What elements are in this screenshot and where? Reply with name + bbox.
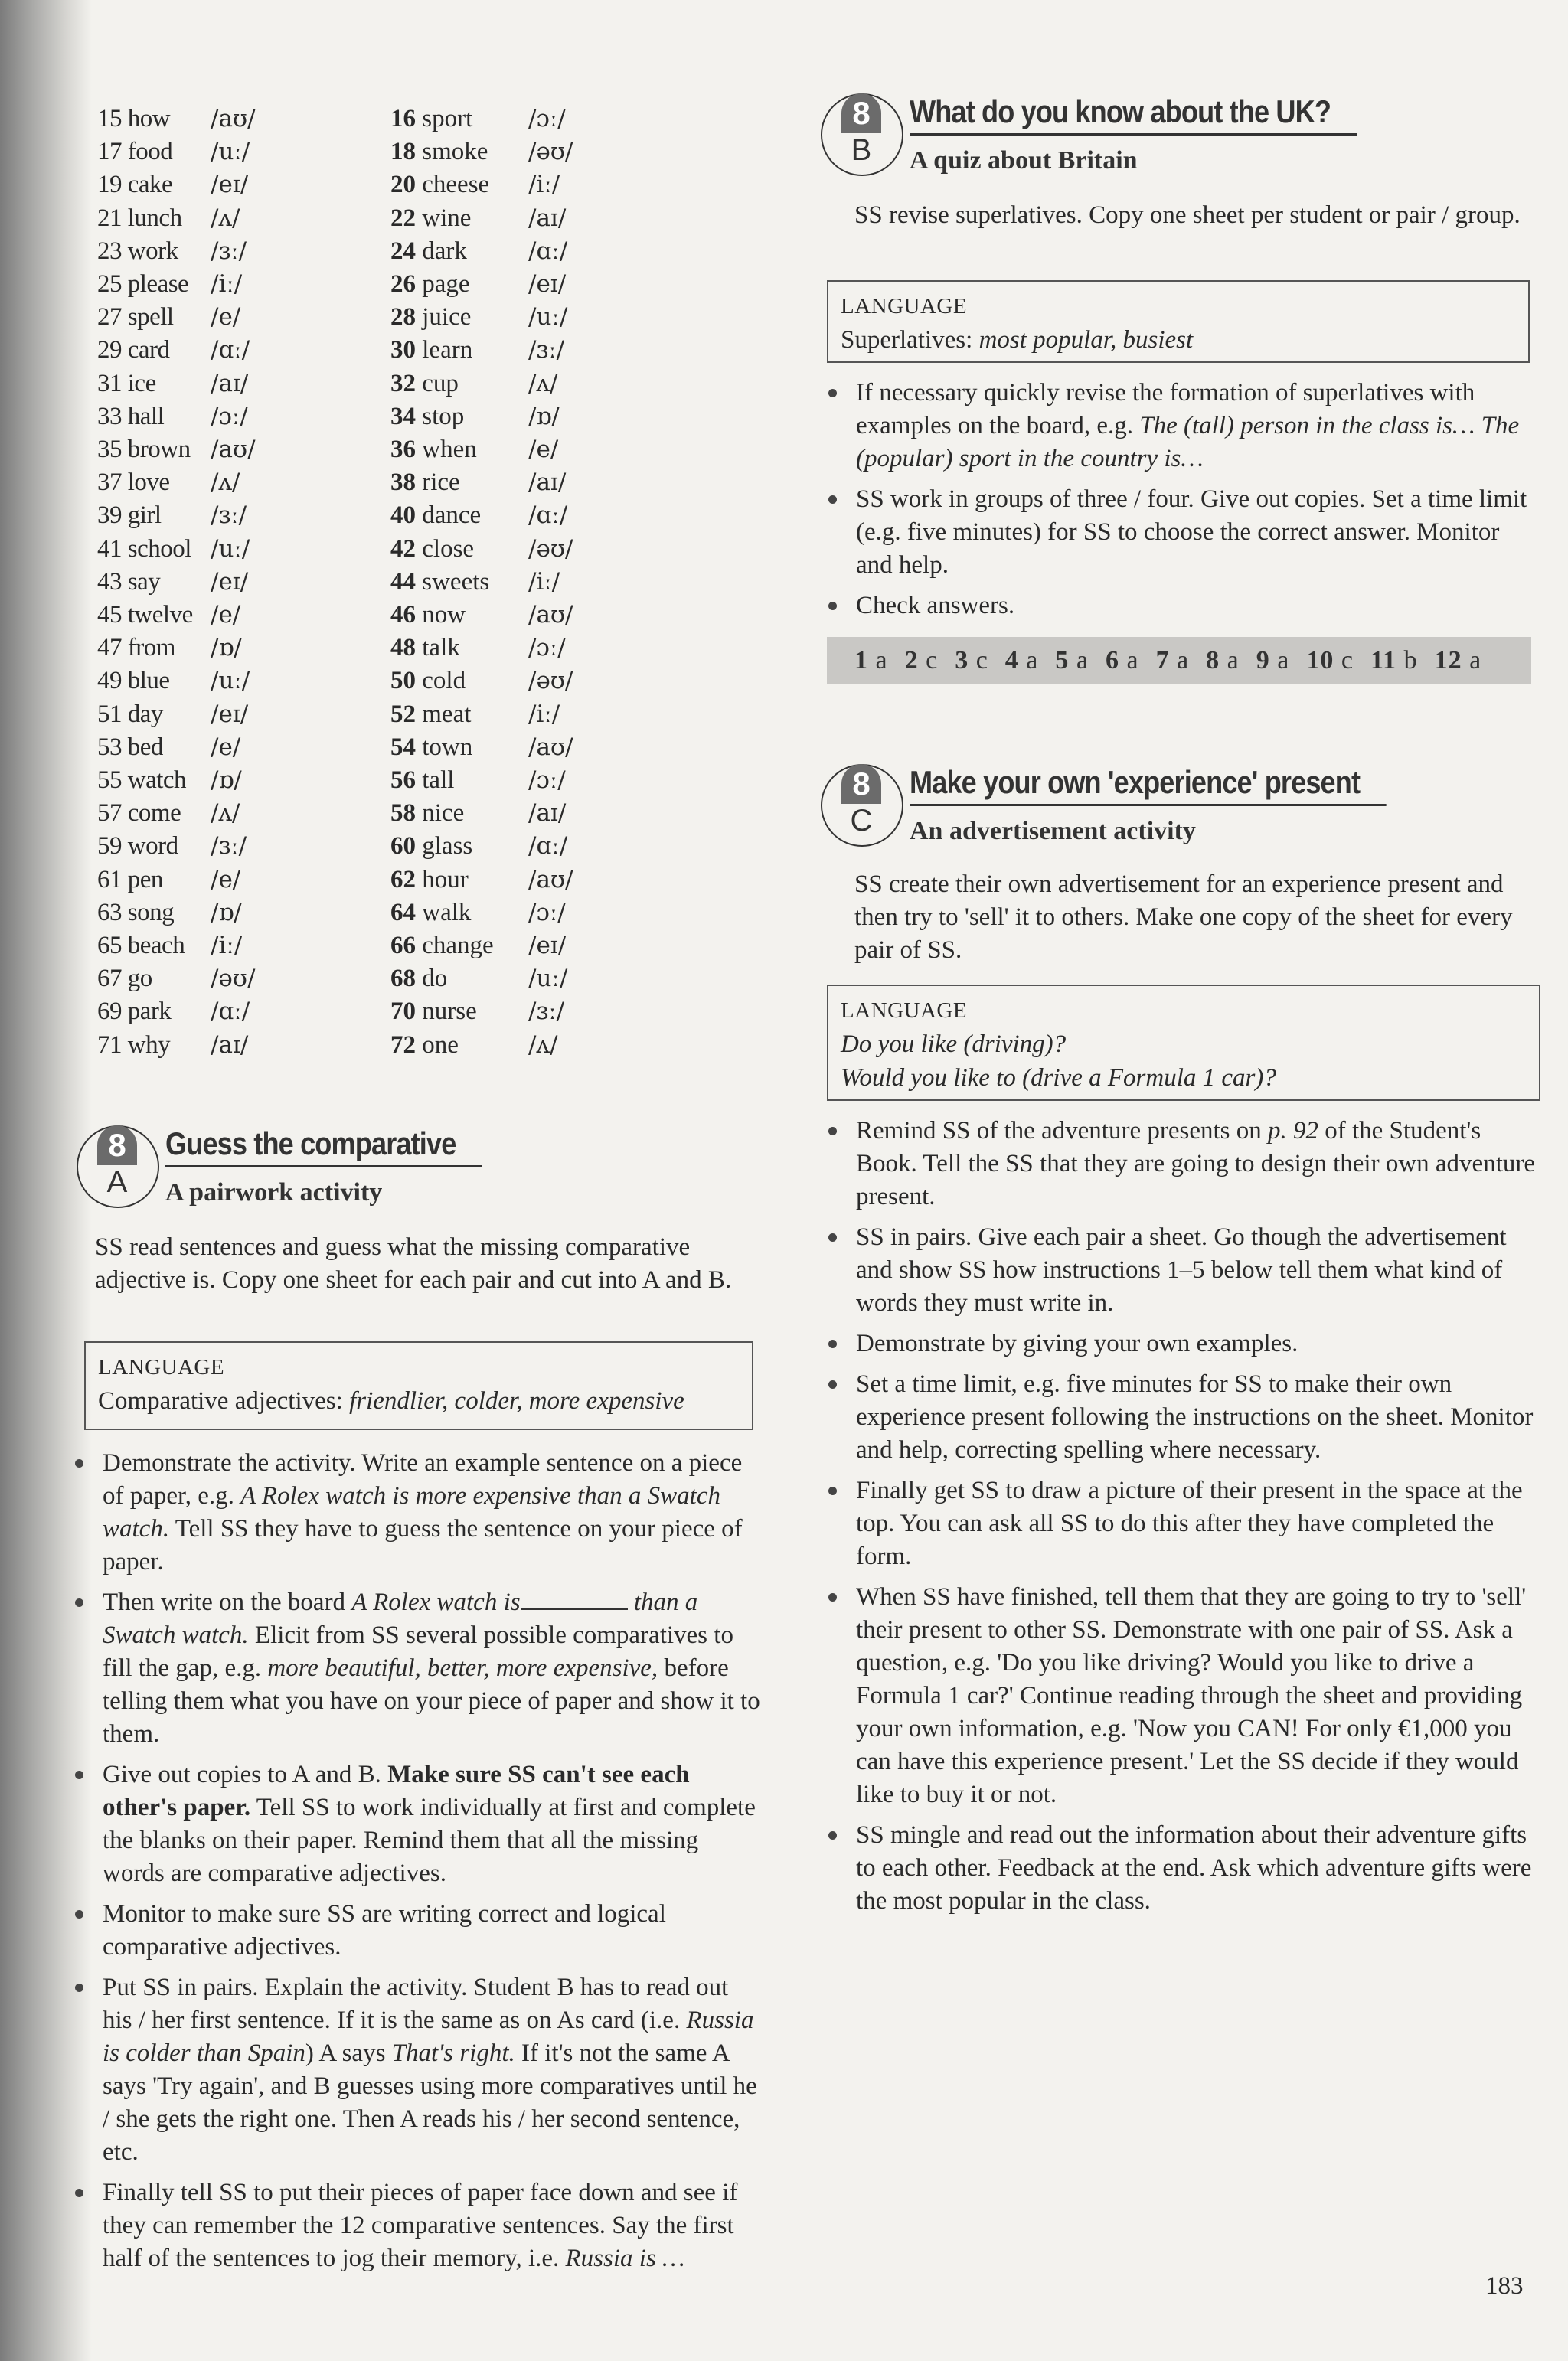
list-item: SS work in groups of three / four. Give out copies. Set a time limit (e.g. five minutes) for SS to choose the correct answer. Monitor and help.	[827, 483, 1539, 582]
word-list-row	[390, 632, 573, 665]
word: 69 park	[97, 998, 172, 1026]
answer-item: 3 c	[955, 646, 988, 674]
word: 65 beach	[97, 932, 185, 960]
word-list-row	[390, 499, 573, 532]
word-list-row	[97, 1029, 256, 1062]
word-list-row	[390, 1029, 573, 1062]
phonetic-symbol: /ɜː/	[211, 832, 247, 860]
word-list-row	[97, 433, 256, 466]
language-label: LANGUAGE	[98, 1355, 225, 1380]
answer-item: 4 a	[1004, 646, 1039, 674]
word: 72 one	[390, 1030, 459, 1059]
page-number: 183	[1485, 2272, 1524, 2300]
word: 70 nurse	[390, 998, 477, 1026]
word-list-row	[390, 367, 573, 400]
phonetic-symbol: /ɒ/	[211, 766, 242, 795]
word-list-row	[97, 268, 256, 301]
word-list-row	[390, 764, 573, 797]
phonetic-symbol: /iː/	[211, 932, 243, 960]
phonetic-symbol: /əʊ/	[528, 138, 573, 166]
phonetic-symbol: /ʌ/	[211, 799, 240, 828]
word-list-row	[390, 698, 573, 731]
word: 18 smoke	[390, 138, 488, 166]
phonetic-symbol: /uː/	[528, 303, 568, 331]
word-list-row	[390, 864, 573, 896]
section-title: What do you know about the UK?	[910, 93, 1357, 136]
word-list-row	[97, 566, 256, 599]
section-letter: A	[106, 1165, 128, 1199]
word-list-row	[97, 731, 256, 764]
word: 33 hall	[97, 402, 165, 430]
language-examples: friendlier, colder, more expensive	[349, 1387, 684, 1415]
word: 47 from	[97, 634, 175, 662]
word-list-row	[97, 103, 256, 136]
word-list-row	[97, 367, 256, 400]
phonetic-symbol: /aɪ/	[528, 799, 567, 828]
phonetic-symbol: /e/	[211, 733, 241, 761]
word: 26 page	[390, 270, 470, 299]
section-8b-bullets	[827, 377, 1539, 630]
section-8c-header	[821, 764, 1464, 846]
phonetic-symbol: /eɪ/	[211, 567, 249, 596]
phonetic-symbol: /e/	[211, 601, 241, 629]
word: 45 twelve	[97, 601, 193, 629]
answer-item: 11 b	[1370, 646, 1418, 674]
phonetic-symbol: /ɑː/	[528, 832, 568, 860]
word: 71 why	[97, 1030, 171, 1059]
word: 42 close	[390, 534, 475, 563]
word: 53 bed	[97, 733, 163, 761]
word: 17 food	[97, 138, 173, 166]
word-list-row	[390, 731, 573, 764]
word: 44 sweets	[390, 567, 490, 596]
word: 63 song	[97, 898, 175, 926]
phonetic-symbol: /iː/	[528, 700, 560, 728]
word-list-row	[390, 896, 573, 929]
section-number: 8	[97, 1125, 137, 1165]
word-list-row	[97, 400, 256, 433]
language-line-2: Would you like to (drive a Formula 1 car)?	[841, 1064, 1276, 1092]
section-number: 8	[841, 93, 881, 133]
phonetic-symbol: /eɪ/	[528, 932, 567, 960]
word: 23 work	[97, 237, 178, 265]
word-list-row	[390, 136, 573, 168]
section-8a-header	[77, 1125, 534, 1207]
phonetic-symbol: /iː/	[528, 171, 560, 199]
word-list-row	[97, 632, 256, 665]
word-list-row	[390, 168, 573, 201]
word-list-left	[97, 103, 256, 1062]
phonetic-symbol: /ɔː/	[528, 898, 566, 926]
language-line-1: Do you like (driving)?	[841, 1030, 1067, 1058]
section-8a-bullets	[74, 1447, 763, 2283]
list-item: Monitor to make sure SS are writing correct and logical comparative adjectives.	[74, 1898, 763, 1964]
phonetic-symbol: /ɑː/	[528, 237, 568, 265]
word: 37 love	[97, 469, 170, 497]
answer-item: 12 a	[1434, 646, 1482, 674]
word-list-row	[97, 499, 256, 532]
word: 61 pen	[97, 865, 163, 893]
word: 27 spell	[97, 303, 174, 331]
list-item: Remind SS of the adventure presents on p. 92 of the Student's Book. Tell the SS that they are going to design their own adventure present.	[827, 1115, 1539, 1213]
phonetic-symbol: /aɪ/	[211, 1030, 249, 1059]
section-8b-language-box	[827, 280, 1530, 363]
word: 28 juice	[390, 303, 472, 331]
word: 52 meat	[390, 700, 472, 728]
phonetic-symbol: /ɔː/	[528, 634, 566, 662]
word: 20 cheese	[390, 171, 490, 199]
phonetic-symbol: /uː/	[211, 138, 250, 166]
phonetic-symbol: /aʊ/	[211, 105, 256, 132]
list-item: Check answers.	[827, 589, 1539, 622]
phonetic-symbol: /ɒ/	[211, 898, 242, 926]
word: 29 card	[97, 336, 170, 364]
list-item: SS mingle and read out the information about their adventure gifts to each other. Feedback at the end. Ask which adventure gifts were the most popular in the class.	[827, 1819, 1539, 1918]
phonetic-symbol: /ʌ/	[528, 1030, 558, 1059]
list-item: Demonstrate the activity. Write an example sentence on a piece of paper, e.g. A Rolex watch is more expensive than a Swatch watch. Tell SS they have to guess the sentence on your piece of paper.	[74, 1447, 763, 1579]
word: 56 tall	[390, 766, 455, 795]
word: 57 come	[97, 799, 181, 828]
word: 55 watch	[97, 766, 187, 795]
phonetic-symbol: /eɪ/	[211, 171, 249, 199]
answer-item: 6 a	[1105, 646, 1139, 674]
phonetic-symbol: /ɑː/	[528, 501, 568, 530]
word: 43 say	[97, 567, 161, 596]
word-list-row	[390, 830, 573, 863]
phonetic-symbol: /eɪ/	[528, 270, 567, 299]
section-letter: C	[850, 804, 873, 838]
word-list-row	[390, 665, 573, 697]
list-item: Give out copies to A and B. Make sure SS can't see each other's paper. Tell SS to work individually at first and complete the blanks on their paper. Remind them that all the missing words are comparative adjectives.	[74, 1759, 763, 1890]
phonetic-symbol: /uː/	[211, 667, 250, 695]
list-item: Finally tell SS to put their pieces of paper face down and see if they can remember the 12 comparative sentences. Say the first half of the sentences to jog their memory, i.e. Russia is …	[74, 2176, 763, 2275]
word: 48 talk	[390, 634, 460, 662]
section-subtitle: A quiz about Britain	[910, 146, 1138, 175]
section-8b-intro: SS revise superlatives. Copy one sheet per student or pair / group.	[854, 201, 1521, 229]
word: 62 hour	[390, 865, 469, 893]
word: 32 cup	[390, 369, 459, 397]
word: 21 lunch	[97, 204, 182, 232]
list-item: When SS have finished, tell them that they are going to try to 'sell' their present to other SS. Demonstrate with one pair of SS. Ask a question, e.g. 'Do you like driving? Would you like to drive a Formula 1 car?' Continue reading through the sheet and providing your own information, e.g. 'Now you CAN! For only €1,000 you can have this experience present.' Let the SS decide if they would like to buy it or not.	[827, 1581, 1539, 1811]
list-item: Finally get SS to draw a picture of their present in the space at the top. You can ask all SS to do this after they have completed the form.	[827, 1474, 1539, 1573]
phonetic-symbol: /e/	[528, 436, 559, 464]
phonetic-symbol: /aʊ/	[528, 601, 573, 629]
word: 49 blue	[97, 667, 170, 695]
word-list-middle	[390, 103, 573, 1062]
word-list-row	[97, 301, 256, 334]
phonetic-symbol: /əʊ/	[528, 667, 573, 695]
word-list-row	[390, 400, 573, 433]
language-label: LANGUAGE	[841, 998, 968, 1023]
phonetic-symbol: /ɜː/	[528, 336, 565, 364]
list-item: SS in pairs. Give each pair a sheet. Go though the advertisement and show SS how instructions 1–5 below tell them what kind of words they must write in.	[827, 1221, 1539, 1320]
word: 54 town	[390, 733, 473, 761]
word-list-row	[97, 466, 256, 499]
section-subtitle: A pairwork activity	[165, 1178, 383, 1207]
phonetic-symbol: /aʊ/	[528, 733, 573, 761]
word: 46 now	[390, 601, 466, 629]
phonetic-symbol: /uː/	[528, 965, 568, 993]
answer-item: 1 a	[854, 646, 888, 674]
section-badge	[77, 1125, 158, 1207]
word-list-row	[97, 665, 256, 697]
section-subtitle: An advertisement activity	[910, 817, 1196, 845]
word: 66 change	[390, 932, 494, 960]
word-list-row	[390, 103, 573, 136]
word-list-row	[97, 136, 256, 168]
word-list-row	[390, 533, 573, 566]
phonetic-symbol: /ʌ/	[211, 469, 240, 497]
word-list-row	[97, 698, 256, 731]
phonetic-symbol: /iː/	[528, 567, 560, 596]
word: 40 dance	[390, 501, 482, 530]
answer-item: 2 c	[904, 646, 939, 674]
word: 34 stop	[390, 402, 465, 430]
gap-blank	[521, 1589, 628, 1610]
word-list-row	[97, 896, 256, 929]
word: 60 glass	[390, 832, 473, 860]
word: 51 day	[97, 700, 163, 728]
word: 19 cake	[97, 171, 173, 199]
word-list-row	[97, 929, 256, 962]
word-list-row	[97, 334, 256, 367]
word: 22 wine	[390, 204, 472, 232]
phonetic-symbol: /eɪ/	[211, 700, 249, 728]
word-list-row	[390, 962, 573, 995]
word-list-row	[97, 202, 256, 235]
section-8c-language-box	[827, 985, 1540, 1101]
word-list-row	[97, 599, 256, 632]
phonetic-symbol: /ɑː/	[211, 998, 250, 1026]
phonetic-symbol: /aʊ/	[211, 436, 256, 464]
phonetic-symbol: /aɪ/	[211, 369, 249, 397]
word-list-row	[390, 433, 573, 466]
answer-item: 5 a	[1055, 646, 1089, 674]
answer-key-strip	[827, 637, 1531, 684]
word-list-row	[390, 334, 573, 367]
phonetic-symbol: /ʌ/	[528, 369, 558, 397]
section-8b-header	[821, 93, 1430, 175]
list-item: Then write on the board A Rolex watch is than a Swatch watch. Elicit from SS several possible comparatives to fill the gap, e.g. more beautiful, better, more expensive, before telling them what you have on your piece of paper and show it to them.	[74, 1586, 763, 1751]
phonetic-symbol: /e/	[211, 865, 241, 893]
word: 50 cold	[390, 667, 466, 695]
phonetic-symbol: /ɜː/	[211, 237, 247, 265]
list-item: Demonstrate by giving your own examples.	[827, 1327, 1539, 1360]
answer-item: 8 a	[1206, 646, 1240, 674]
word: 35 brown	[97, 436, 191, 464]
word-list-row	[97, 797, 256, 830]
phonetic-symbol: /ɒ/	[211, 634, 242, 662]
word: 16 sport	[390, 105, 473, 132]
word: 25 please	[97, 270, 189, 299]
word: 36 when	[390, 436, 477, 464]
phonetic-symbol: /aɪ/	[528, 469, 567, 497]
word-list-row	[97, 168, 256, 201]
section-badge	[821, 764, 902, 845]
list-item: If necessary quickly revise the formation of superlatives with examples on the board, e.g. The (tall) person in the class is… The (popular) sport in the country is…	[827, 377, 1539, 475]
word: 41 school	[97, 534, 191, 563]
word: 31 ice	[97, 369, 156, 397]
language-prefix: Superlatives:	[841, 326, 979, 354]
section-8a-language-box	[84, 1341, 753, 1430]
phonetic-symbol: /əʊ/	[211, 965, 256, 993]
word-list-row	[390, 929, 573, 962]
section-badge	[821, 93, 902, 175]
phonetic-symbol: /ɒ/	[528, 402, 560, 430]
word-list-row	[390, 202, 573, 235]
word-list-row	[390, 301, 573, 334]
phonetic-symbol: /ɔː/	[211, 402, 248, 430]
word-list-row	[390, 235, 573, 268]
word-list-row	[97, 830, 256, 863]
section-number: 8	[841, 764, 881, 804]
word: 58 nice	[390, 799, 465, 828]
word-list-row	[390, 995, 573, 1028]
word-list-row	[390, 599, 573, 632]
section-letter: B	[851, 133, 872, 167]
word: 38 rice	[390, 469, 460, 497]
phonetic-symbol: /ɔː/	[528, 766, 566, 795]
section-8c-bullets	[827, 1115, 1539, 1925]
section-title: Make your own 'experience' present	[910, 764, 1387, 806]
language-label: LANGUAGE	[841, 294, 968, 318]
word-list-row	[97, 764, 256, 797]
answer-item: 10 c	[1306, 646, 1354, 674]
phonetic-symbol: /e/	[211, 303, 241, 331]
word-list-row	[390, 797, 573, 830]
phonetic-symbol: /ʌ/	[211, 204, 240, 232]
language-prefix: Comparative adjectives:	[98, 1387, 350, 1415]
phonetic-symbol: /ɜː/	[528, 998, 565, 1026]
phonetic-symbol: /aʊ/	[528, 865, 573, 893]
word: 24 dark	[390, 237, 467, 265]
phonetic-symbol: /ɑː/	[211, 336, 250, 364]
word-list-row	[97, 533, 256, 566]
word: 68 do	[390, 965, 448, 993]
phonetic-symbol: /aɪ/	[528, 204, 567, 232]
word-list-row	[390, 466, 573, 499]
answer-item: 9 a	[1256, 646, 1290, 674]
phonetic-symbol: /əʊ/	[528, 534, 573, 563]
list-item: Set a time limit, e.g. five minutes for SS to make their own experience present following the instructions on the sheet. Monitor and help, correcting spelling where necessary.	[827, 1368, 1539, 1467]
phonetic-symbol: /iː/	[211, 270, 243, 299]
word: 30 learn	[390, 336, 473, 364]
word: 39 girl	[97, 501, 162, 530]
word-list-row	[390, 268, 573, 301]
word-list-row	[97, 235, 256, 268]
section-8c-intro: SS create their own advertisement for an experience present and then try to 'sell' it to others. Make one copy of the sheet for every pair of SS.	[854, 870, 1513, 964]
word-list-row	[97, 864, 256, 896]
language-examples: most popular, busiest	[978, 326, 1194, 354]
word: 67 go	[97, 965, 152, 993]
word-list-row	[97, 995, 256, 1028]
phonetic-symbol: /ɔː/	[528, 105, 566, 132]
answer-item: 7 a	[1155, 646, 1190, 674]
word: 64 walk	[390, 898, 472, 926]
phonetic-symbol: /uː/	[211, 534, 250, 563]
section-8a-intro: SS read sentences and guess what the missing comparative adjective is. Copy one sheet for each pair and cut into A and B.	[95, 1233, 732, 1294]
phonetic-symbol: /ɜː/	[211, 501, 247, 530]
section-title: Guess the comparative	[165, 1125, 482, 1167]
word-list-row	[390, 566, 573, 599]
list-item: Put SS in pairs. Explain the activity. Student B has to read out his / her first sentence. If it is the same as on As card (i.e. Russia is colder than Spain) A says That's right. If it's not the same A says 'Try again', and B guesses using more comparatives until he / she gets the right one. Then A reads his / her second sentence, etc.	[74, 1971, 763, 2169]
word: 59 word	[97, 832, 178, 860]
word-list-row	[97, 962, 256, 995]
word: 15 how	[97, 105, 171, 132]
